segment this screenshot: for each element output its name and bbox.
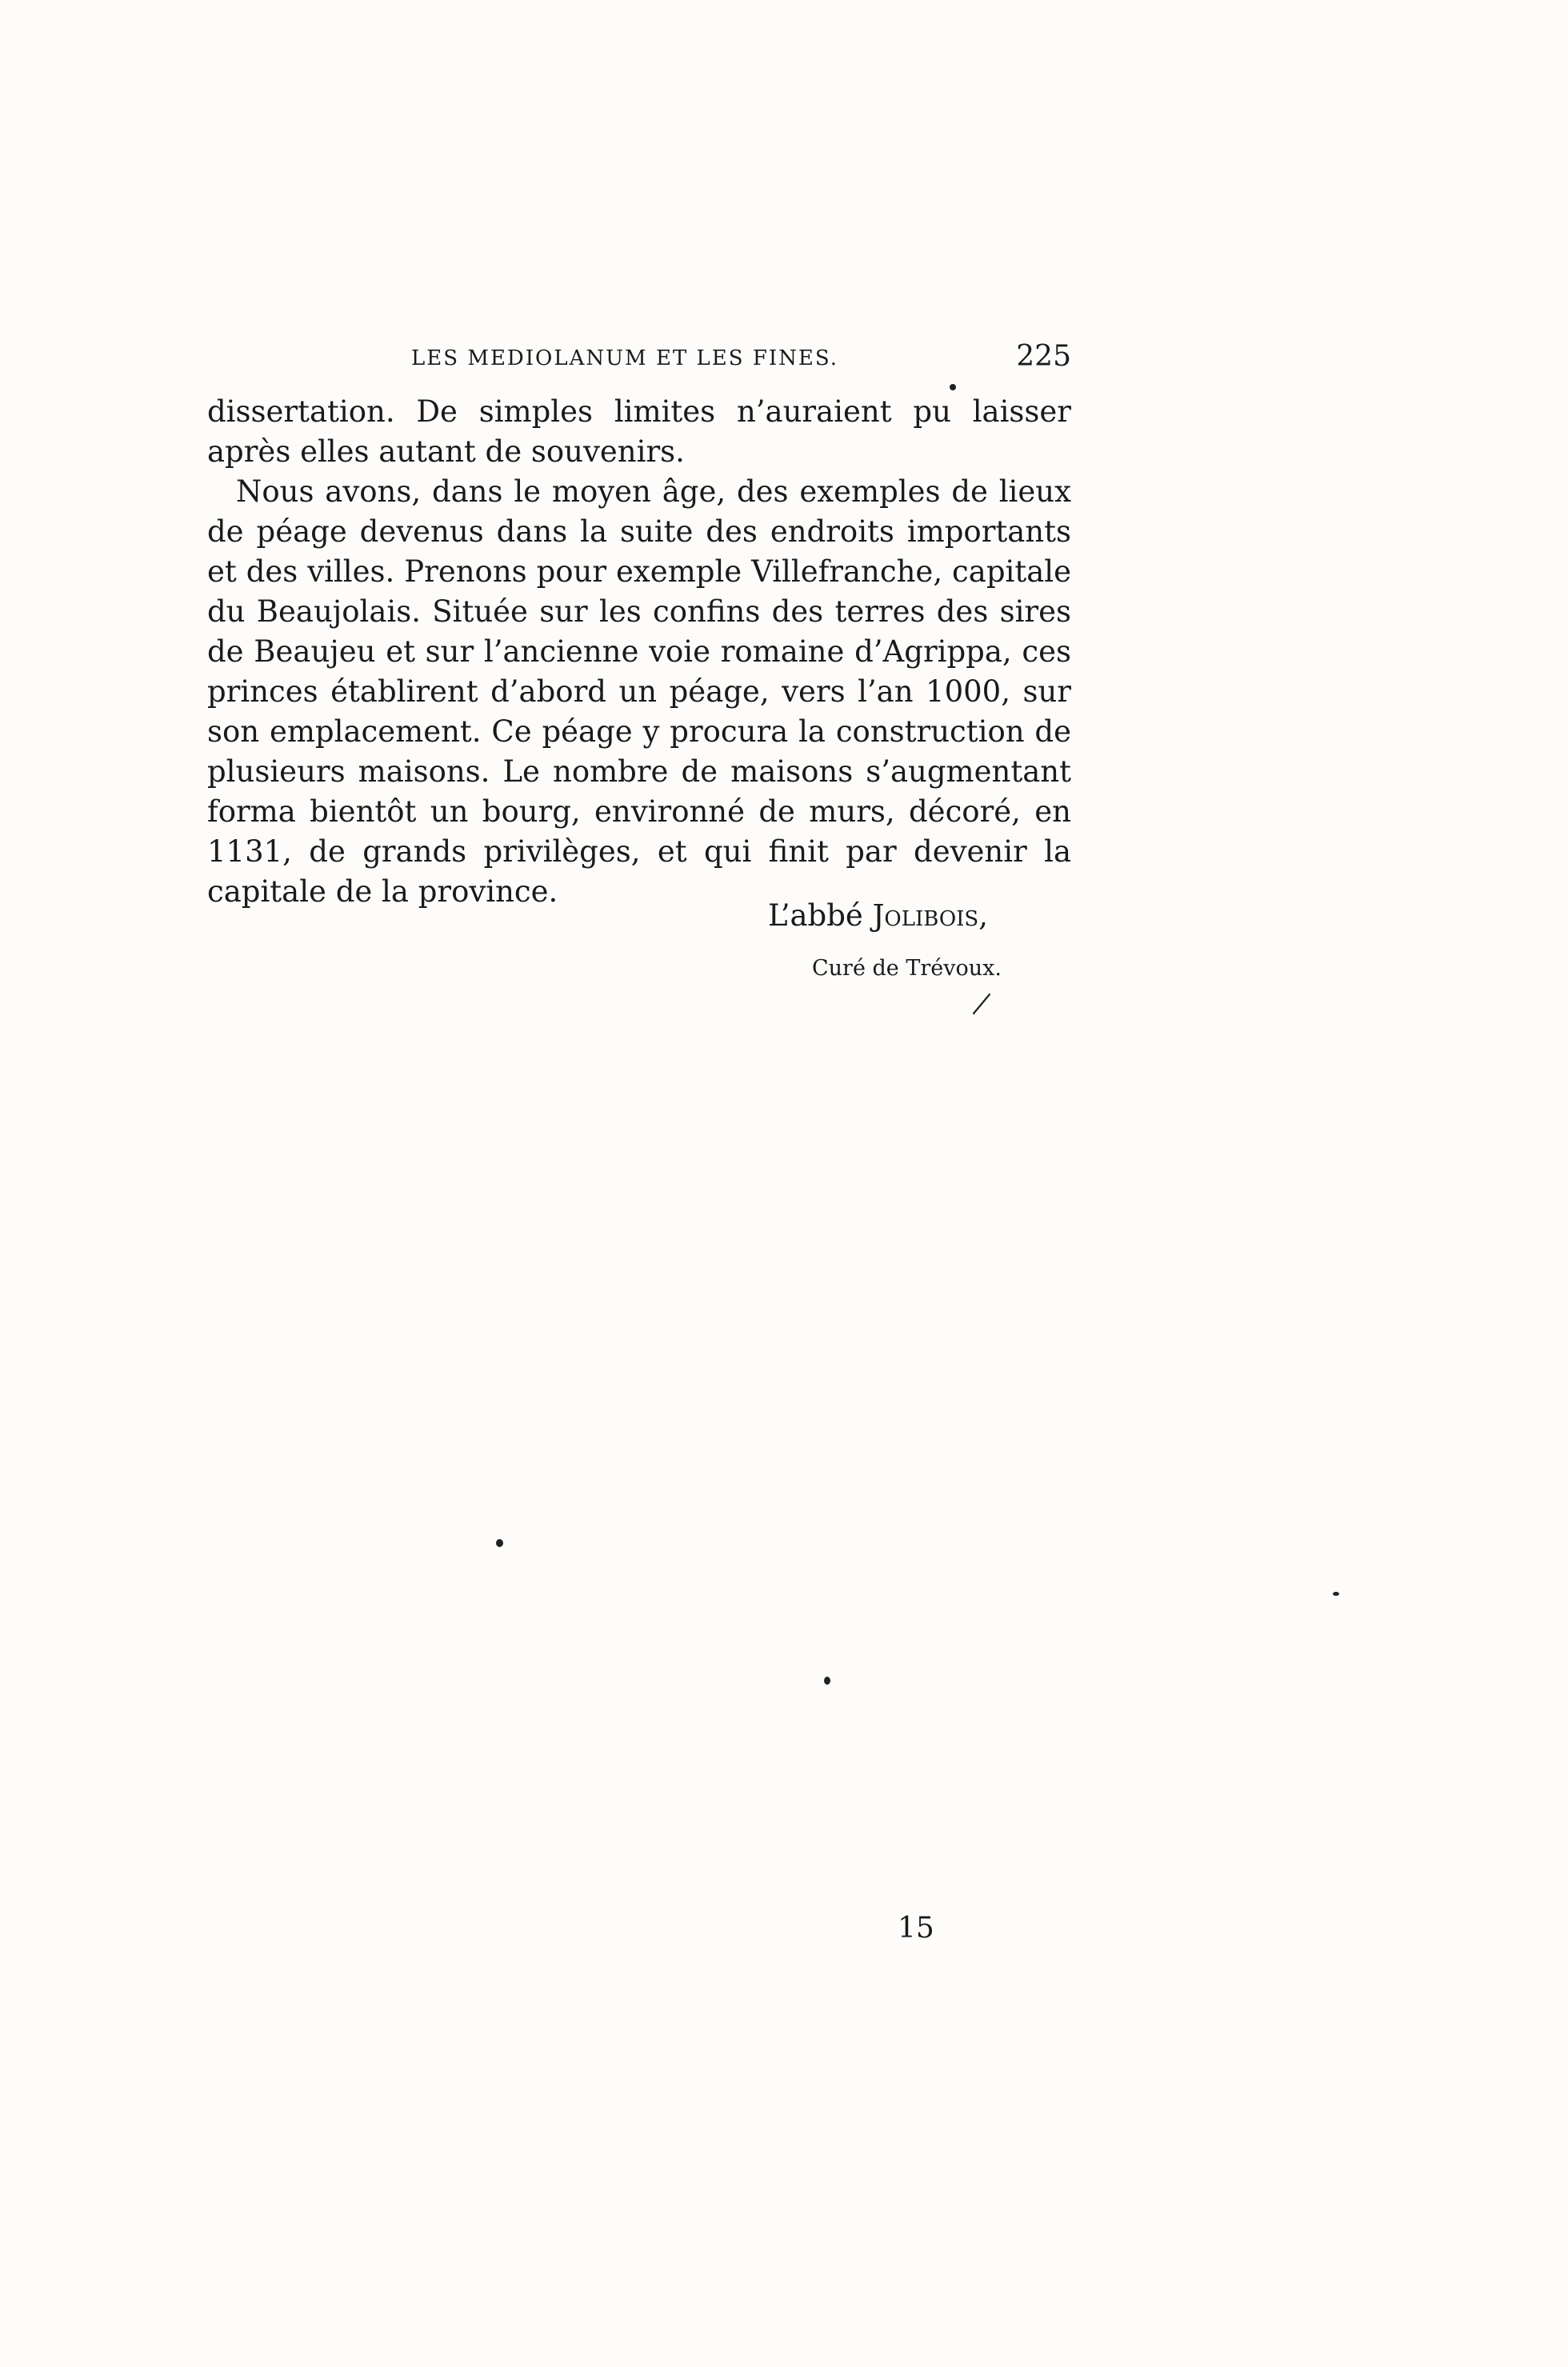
author-name: Jolibois [872, 898, 979, 933]
running-head [207, 340, 1071, 380]
paragraph: Nous avons, dans le moyen âge, des exemples de lieux de péage devenus dans la suite des endroits importants et des villes. Prenons pour exemple Villefranche, capitale du Beaujolais. Située sur les confins des terres des sires de Beaujeu et sur l’ancienne voie romaine d’Agrippa, ces princes établirent d’abord un péage, vers l’an 1000, sur son emplacement. Ce péage y procura la construction de plusieurs maisons. Le nombre de maisons s’augmentant forma bientôt un bourg, environné de murs, décoré, en 1131, de grands privilèges, et qui finit par devenir la capitale de la province. [207, 474, 1071, 909]
ink-speck [824, 1677, 830, 1685]
signature-suffix: , [978, 898, 988, 933]
body-text [207, 392, 1071, 912]
ink-speck [496, 1539, 503, 1547]
author-signature [768, 896, 988, 936]
paragraph-continued: dissertation. De simples limites n’auraient pu laisser après elles autant de souvenirs. [207, 394, 1071, 469]
signature-prefix: L’abbé [768, 898, 873, 933]
ink-speck [1333, 1592, 1339, 1596]
running-title: LES MEDIOLANUM ET LES FINES. [411, 346, 839, 370]
page-number: 225 [1016, 340, 1071, 373]
pen-stroke-mark [971, 992, 992, 1016]
gathering-signature: 15 [898, 1912, 934, 1945]
ink-speck [950, 384, 956, 390]
author-title: Curé de Trévoux. [812, 956, 1002, 981]
